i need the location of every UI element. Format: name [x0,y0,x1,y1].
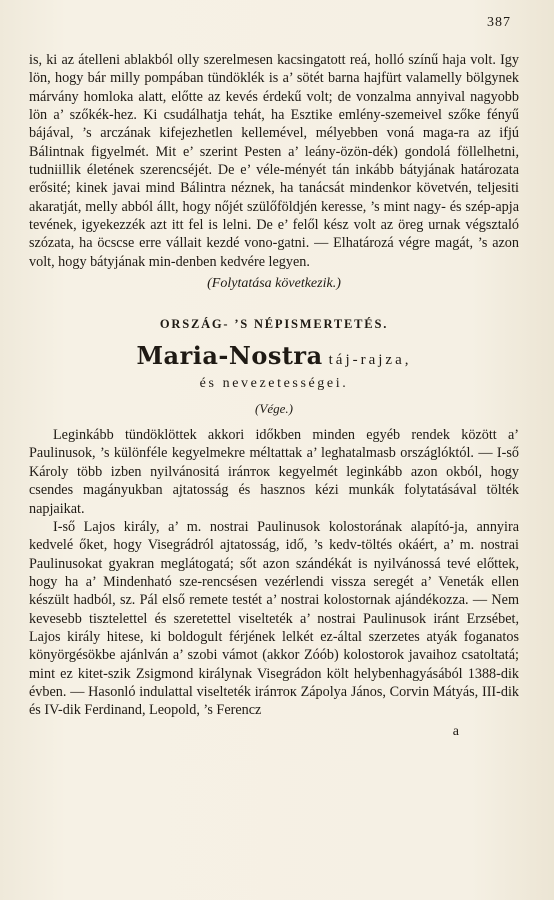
section-header: ORSZÁG- ’S NÉPISMERTETÉS. [159,317,389,332]
continued-note: (Folytatása következik.) [207,276,341,292]
page-number: 387 [487,15,511,30]
article-title-main: Maria-Nostra [136,341,323,371]
catchword: a [452,723,459,739]
article-title-rest: táj-rajza, [328,352,412,369]
article-title [29,342,519,374]
opening-paragraph: is, ki az átelleni ablakból olly szerelmesen kacsingatott reá, holló színű haja volt. Igy lön, hogy bár milly pompában tündöklék is a’ sötét barna hajfürt valamelly bölgynek márvány homloka alatt, előtte az kevés érdekű volt; de vonzalma annyival nagyobb lön a’ szőkék-hez. Ki csudálhatja tehát, ha Esztike emlény-szemeivel szőke fényű bájával, ’s arczának kifejezhetlen kellemével, mélyebben voná maga-ra az ifjú Bálintnak figyelmét. Mit e’ szerint Pesten a’ leány-özön-dék) gondolá föllelhetni, tudniillik életének szerencséjét. De e’ véle-ményét tán inkább bátyjának határozata erősité; kinek javai mind Bálintra néznek, ha tanácsát mindenkor követvén, teljesiti akaratját, melly abból állt, hogy nőjét szülőföldjén keresse, ’s mint nagy- és szép-apja tevének, igyekezzék azt itt fel is lelni. De e’ felől kész volt az öreg urnak végsztaló szózata, ha öcscse erre vállait kezdé vono-gatni. — Elhatározá végre magát, ’s azon volt, hogy bátyjának min-denben kedvére legyen. [29,52,519,270]
article-subtitle: és nevezetességei. [199,376,349,392]
body-paragraph: I-ső Lajos király, a’ m. nostrai Paulinusok kolostorának alapító-ja, annyira kedvelé őket, hogy Visegrádról ajtatosság, idő, ’s kedv-töltés okáért, a’ m. nostrai Paulinusokat gyakran meglátogatá; sőt azon szándékát is nyilvánossá tevé előttek, hogy ha a’ Mindenható sze-rencsésen vezérlendi vissza seregét a’ Veneták ellen készült hadból, sz. Pál első remete testét a’ nostrai kolostornak ajándékozza. — Nem kevesebb tisztelettel és szeretettel viselteték a’ nostrai Paulinusok iránt Erzsébet, Lajos király hitese, ki boldogult férjének lelkét ez-által szerzetes atyák foganatos könyörgésökbe ajánlván a’ szobi vámot (akkor Zóób) kolostorok javaihoz csatoltatá; mint ez kitet-szik Zsigmond királynak Visegrádon költ helybenhagyásából 1388-dik évben. — Hasonló indulattal viselteték iránток Zápolya János, Corvin Mátyás, III-dik és IV-dik Ferdinand, Leopold, ’s Ferencz [29,518,519,719]
end-note: (Vége.) [255,401,293,417]
body-paragraph: Leginkább tündöklöttek akkori időkben minden egyéb rendek között a’ Paulinusok, ’s különféle kegyelmekre méltattak a’ leghatalmasb országlóktól. — I-ső Károly több izben nyilvánositá iránток kegyelmét leginkább azon okból, hogy csendes magányukban ajtatosság és hasznos kézi munkák folytatásával tölték napjaikat. [29,427,519,517]
text-column [29,51,519,741]
